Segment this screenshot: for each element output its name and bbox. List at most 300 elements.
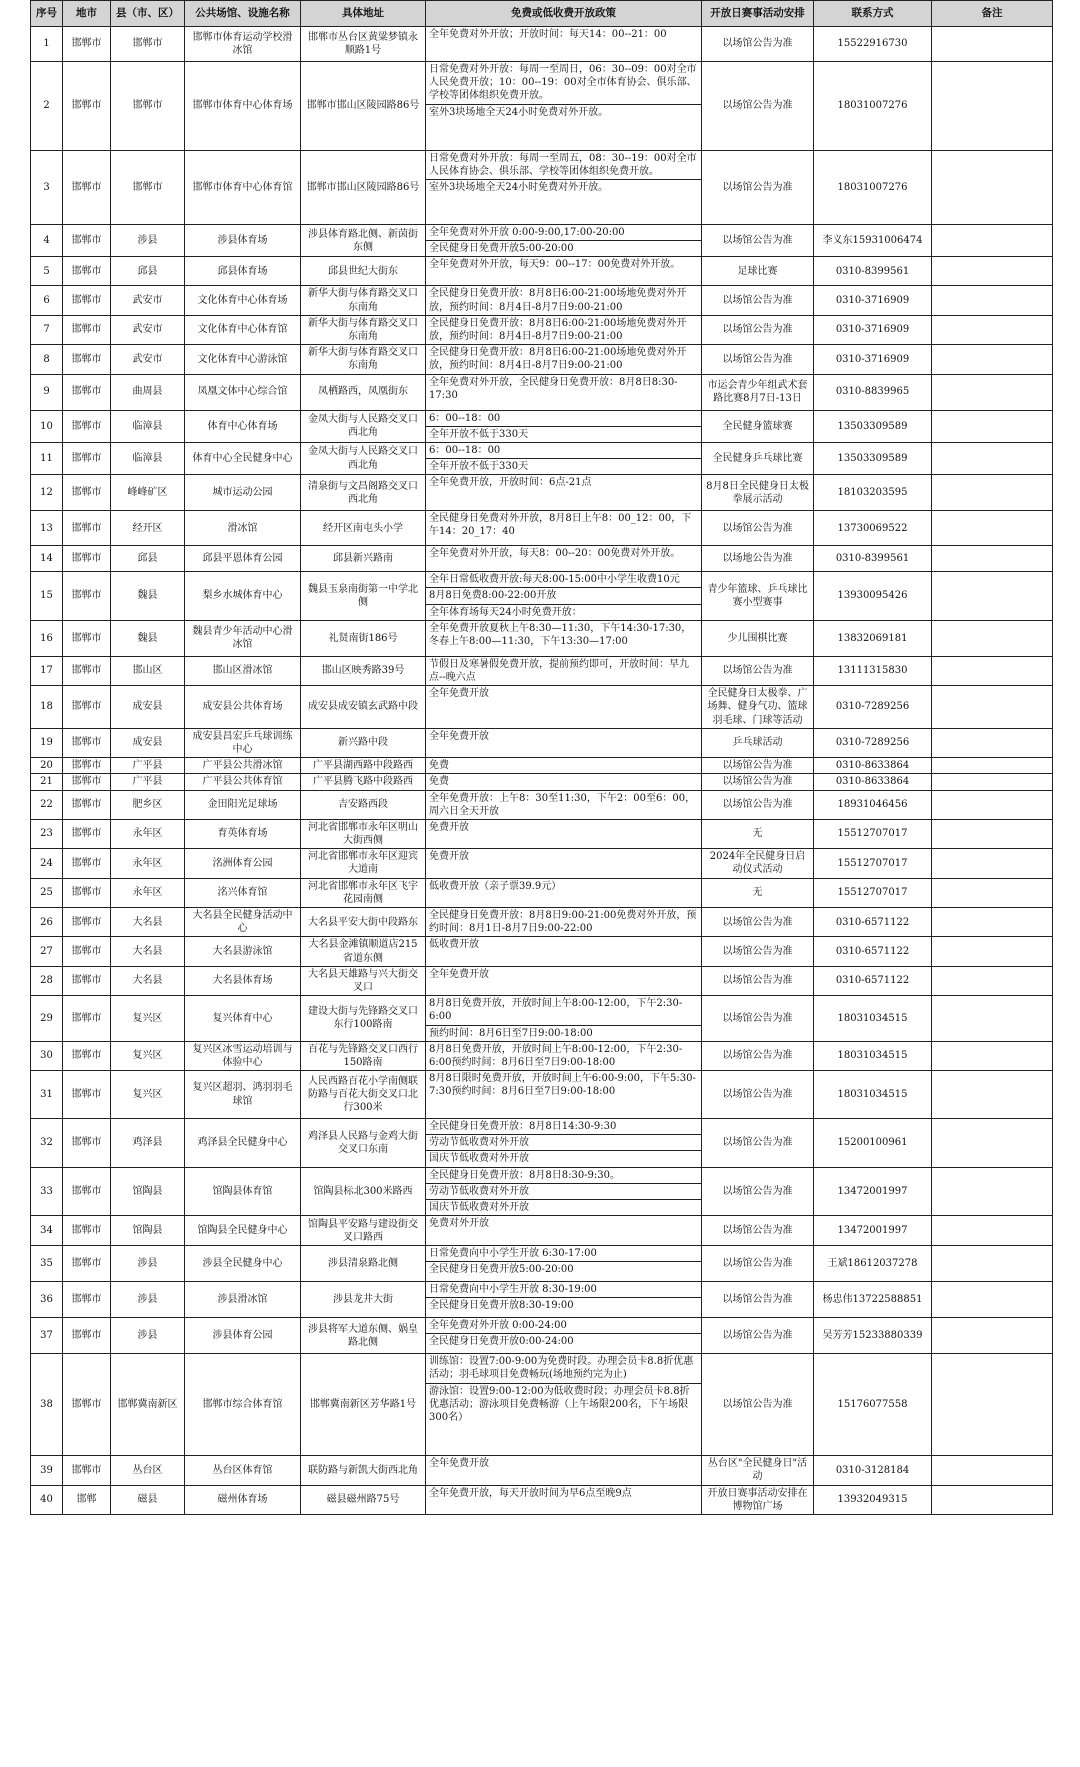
row-contact: 13932049315 (814, 1485, 932, 1514)
row-address: 河北省邯郸市永年区迎宾大道南 (301, 849, 426, 878)
row-address: 人民西路百花小学南侧联防路与百花大街交叉口北行300米 (301, 1071, 426, 1119)
row-remark (932, 790, 1053, 819)
row-venue: 复兴区超羽、鸿羽羽毛球馆 (185, 1071, 301, 1119)
row-events: 以场馆公告为准 (702, 996, 814, 1042)
row-no: 14 (31, 546, 63, 572)
row-no: 17 (31, 656, 63, 685)
row-city: 邯郸市 (63, 315, 111, 344)
row-address: 金凤大街与人民路交叉口西北角 (301, 442, 426, 474)
row-policy (426, 1041, 702, 1070)
row-remark (932, 908, 1053, 937)
row-county: 大名县 (111, 937, 185, 966)
row-address: 邯山区映秀路39号 (301, 656, 426, 685)
policy-line: 劳动节低收费对外开放 (426, 1184, 701, 1200)
row-county: 武安市 (111, 315, 185, 344)
policy-line: 全民健身日免费开放：8月8日8:30-9:30。 (426, 1168, 701, 1184)
table-row (31, 546, 1053, 572)
header-city: 地市 (63, 1, 111, 27)
table-row (31, 1071, 1053, 1119)
row-address: 磁县磁州路75号 (301, 1485, 426, 1514)
row-policy (426, 819, 702, 848)
row-county: 成安县 (111, 728, 185, 757)
row-events: 足球比赛 (702, 257, 814, 286)
row-contact: 13472001997 (814, 1216, 932, 1246)
row-policy (426, 878, 702, 907)
row-events: 乒乓球活动 (702, 728, 814, 757)
row-no: 27 (31, 937, 63, 966)
row-events: 全民健身日太极拳、广场舞、健身气功、篮球羽毛球、门球等活动 (702, 686, 814, 729)
table-row (31, 620, 1053, 656)
row-city: 邯郸市 (63, 774, 111, 790)
row-events: 以场馆公告为准 (702, 151, 814, 225)
row-policy (426, 442, 702, 474)
row-policy (426, 1456, 702, 1485)
row-address: 金凤大街与人民路交叉口西北角 (301, 410, 426, 442)
row-county: 经开区 (111, 511, 185, 546)
row-address: 邯郸市邯山区陵园路86号 (301, 151, 426, 225)
policy-line: 全年免费开放：上午8：30至11:30，下午2：00至6：00，周六日全天开放 (429, 792, 696, 817)
row-venue: 邱县平恩体育公园 (185, 546, 301, 572)
policy-line: 全民健身日免费开放：8月8日6:00-21:00场地免费对外开放，预约时间：8月4日-8月7日9:00-21:00 (429, 347, 687, 372)
row-city: 邯郸市 (63, 1282, 111, 1318)
row-events: 无 (702, 819, 814, 848)
row-events: 以场馆公告为准 (702, 511, 814, 546)
row-events: 以场馆公告为准 (702, 62, 814, 151)
policy-line: 低收费开放（亲子票39.9元） (429, 880, 562, 892)
row-county: 魏县 (111, 620, 185, 656)
row-venue: 广平县公共体育馆 (185, 774, 301, 790)
facilities-table (30, 0, 1053, 1515)
policy-line: 全年开放不低于330天 (429, 461, 529, 473)
policy-line: 免费开放 (429, 851, 469, 863)
row-events: 以场馆公告为准 (702, 225, 814, 257)
row-venue: 城市运动公园 (185, 475, 301, 511)
row-contact: 吴芳芳15233880339 (814, 1318, 932, 1354)
row-city: 邯郸市 (63, 345, 111, 374)
row-policy (426, 937, 702, 966)
policy-line: 全年免费开放，每天开放时间为早6点至晚9点 (429, 1487, 632, 1499)
row-policy (426, 511, 702, 546)
row-venue: 复兴区冰雪运动培训与体验中心 (185, 1041, 301, 1070)
row-policy (426, 315, 702, 344)
row-venue: 文化体育中心体育场 (185, 286, 301, 315)
table-row (31, 996, 1053, 1042)
row-no: 28 (31, 966, 63, 995)
row-city: 邯郸市 (63, 511, 111, 546)
table-row (31, 849, 1053, 878)
table-row (31, 758, 1053, 774)
row-policy (426, 62, 702, 151)
row-venue: 涉县体育场 (185, 225, 301, 257)
row-events: 以场馆公告为准 (702, 286, 814, 315)
row-county: 邯郸冀南新区 (111, 1354, 185, 1456)
row-no: 31 (31, 1071, 63, 1119)
row-county: 磁县 (111, 1485, 185, 1514)
row-policy (426, 1318, 702, 1354)
policy-line: 全年免费对外开放；开放时间：每天14：00--21：00 (429, 29, 667, 40)
row-contact: 15200100961 (814, 1119, 932, 1168)
facilities-table-sheet (30, 0, 1052, 1515)
row-county: 涉县 (111, 225, 185, 257)
row-venue: 成安县公共体育场 (185, 686, 301, 729)
row-address: 河北省邯郸市永年区飞宇花园南侧 (301, 878, 426, 907)
row-address: 吉安路西段 (301, 790, 426, 819)
policy-line: 全年免费对外开放 0:00-24:00 (426, 1318, 701, 1334)
row-remark (932, 374, 1053, 410)
row-city: 邯郸市 (63, 656, 111, 685)
row-contact: 王斌18612037278 (814, 1246, 932, 1282)
row-contact: 0310-7289256 (814, 686, 932, 729)
row-county: 大名县 (111, 966, 185, 995)
row-city: 邯郸市 (63, 374, 111, 410)
row-remark (932, 1354, 1053, 1456)
policy-line: 免费开放 (429, 821, 469, 833)
row-city: 邯郸市 (63, 1456, 111, 1485)
row-address: 大名县天雄路与兴大街交叉口 (301, 966, 426, 995)
table-row (31, 790, 1053, 819)
row-events: 以场馆公告为准 (702, 1354, 814, 1456)
policy-line: 全民健身日免费对外开放，8月8日上午8：00_12：00，下午14：20_17：40 (429, 513, 692, 538)
row-city: 邯郸市 (63, 937, 111, 966)
row-venue: 邯郸市体育中心体育馆 (185, 151, 301, 225)
row-no: 40 (31, 1485, 63, 1514)
row-address: 邯郸市丛台区黄粱梦镇永顺路1号 (301, 27, 426, 62)
row-contact: 李义东15931006474 (814, 225, 932, 257)
row-county: 魏县 (111, 572, 185, 621)
row-remark (932, 878, 1053, 907)
row-no: 10 (31, 410, 63, 442)
row-no: 24 (31, 849, 63, 878)
row-events: 以场馆公告为准 (702, 27, 814, 62)
row-contact: 杨忠伟13722588851 (814, 1282, 932, 1318)
row-county: 复兴区 (111, 1041, 185, 1070)
row-city: 邯郸市 (63, 878, 111, 907)
policy-line: 室外3块场地全天24小时免费对外开放。 (429, 182, 609, 194)
row-policy (426, 966, 702, 995)
policy-line: 免费 (429, 776, 449, 788)
row-venue: 鸡泽县全民健身中心 (185, 1119, 301, 1168)
row-policy (426, 728, 702, 757)
row-events: 以场馆公告为准 (702, 774, 814, 790)
row-city: 邯郸市 (63, 966, 111, 995)
row-address: 邯郸市邯山区陵园路86号 (301, 62, 426, 151)
row-events: 市运会青少年组武术套路比赛8月7日-13日 (702, 374, 814, 410)
header-address: 具体地址 (301, 1, 426, 27)
row-venue: 洺兴体育馆 (185, 878, 301, 907)
row-venue: 育英体育场 (185, 819, 301, 848)
row-no: 38 (31, 1354, 63, 1456)
row-remark (932, 774, 1053, 790)
row-policy (426, 774, 702, 790)
row-city: 邯郸市 (63, 849, 111, 878)
row-contact: 0310-3128184 (814, 1456, 932, 1485)
policy-line: 训练馆：设置7:00-9:00为免费时段。办理会员卡8.8折优惠活动；羽毛球项目免费畅玩(场地预约完为止) (426, 1354, 701, 1383)
policy-line: 8月8日免费8:00-22:00开放 (426, 588, 701, 604)
row-venue: 丛台区体育馆 (185, 1456, 301, 1485)
row-venue: 文化体育中心游泳馆 (185, 345, 301, 374)
row-county: 曲周县 (111, 374, 185, 410)
table-row (31, 1282, 1053, 1318)
table-row (31, 410, 1053, 442)
row-no: 5 (31, 257, 63, 286)
row-contact: 0310-3716909 (814, 286, 932, 315)
row-events: 8月8日全民健身日太极拳展示活动 (702, 475, 814, 511)
row-venue: 馆陶县全民健身中心 (185, 1216, 301, 1246)
row-no: 35 (31, 1246, 63, 1282)
table-row (31, 286, 1053, 315)
row-city: 邯郸市 (63, 1216, 111, 1246)
row-remark (932, 996, 1053, 1042)
row-city: 邯郸市 (63, 442, 111, 474)
row-no: 37 (31, 1318, 63, 1354)
row-policy (426, 908, 702, 937)
row-city: 邯郸市 (63, 1119, 111, 1168)
policy-line: 日常免费向中小学生开放 6:30-17:00 (426, 1246, 701, 1262)
row-venue: 广平县公共滑冰馆 (185, 758, 301, 774)
row-events: 青少年篮球、乒乓球比赛小型赛事 (702, 572, 814, 621)
row-no: 16 (31, 620, 63, 656)
row-contact: 0310-6571122 (814, 908, 932, 937)
policy-line: 游泳馆：设置9:00-12:00为低收费时段；办理会员卡8.8折优惠活动；游泳项目免费畅游（上午场限200名，下午场限300名） (429, 1385, 690, 1423)
row-remark (932, 758, 1053, 774)
row-venue: 体育中心体育场 (185, 410, 301, 442)
row-city: 邯郸市 (63, 758, 111, 774)
row-county: 邯山区 (111, 656, 185, 685)
policy-line: 日常免费向中小学生开放 8:30-19:00 (426, 1282, 701, 1298)
policy-line: 6：00--18：00 (426, 443, 701, 459)
row-remark (932, 1485, 1053, 1514)
row-county: 临漳县 (111, 410, 185, 442)
table-row (31, 1167, 1053, 1216)
row-city: 邯郸市 (63, 620, 111, 656)
policy-line: 全民健身日免费开放0:00-24:00 (429, 1336, 574, 1348)
row-events: 以场馆公告为准 (702, 1167, 814, 1216)
row-contact: 13111315830 (814, 656, 932, 685)
row-policy (426, 1354, 702, 1456)
row-remark (932, 151, 1053, 225)
row-contact: 18031007276 (814, 151, 932, 225)
table-row (31, 1485, 1053, 1514)
policy-line: 全年免费对外开放，全民健身日免费开放：8月8日8:30-17:30 (429, 376, 678, 401)
row-events: 开放日赛事活动安排在博物馆广场 (702, 1485, 814, 1514)
row-remark (932, 1119, 1053, 1168)
header-remark: 备注 (932, 1, 1053, 27)
row-no: 36 (31, 1282, 63, 1318)
table-row (31, 442, 1053, 474)
row-contact: 13503309589 (814, 410, 932, 442)
row-city: 邯郸市 (63, 819, 111, 848)
row-events: 全民健身乒乓球比赛 (702, 442, 814, 474)
row-venue: 邯郸市综合体育馆 (185, 1354, 301, 1456)
policy-line: 全民健身日免费开放5:00-20:00 (429, 1264, 574, 1276)
row-no: 8 (31, 345, 63, 374)
policy-line: 全年免费开放 (429, 1458, 489, 1470)
row-city: 邯郸市 (63, 62, 111, 151)
policy-line: 劳动节低收费对外开放 (426, 1135, 701, 1151)
row-no: 3 (31, 151, 63, 225)
row-no: 18 (31, 686, 63, 729)
row-city: 邯郸市 (63, 1318, 111, 1354)
row-venue: 滑冰馆 (185, 511, 301, 546)
row-remark (932, 1216, 1053, 1246)
table-row (31, 728, 1053, 757)
table-row (31, 1119, 1053, 1168)
row-contact: 0310-8399561 (814, 546, 932, 572)
row-county: 复兴区 (111, 1071, 185, 1119)
row-no: 1 (31, 27, 63, 62)
row-venue: 魏县青少年活动中心滑冰馆 (185, 620, 301, 656)
row-no: 15 (31, 572, 63, 621)
row-venue: 磁州体育场 (185, 1485, 301, 1514)
row-county: 丛台区 (111, 1456, 185, 1485)
row-remark (932, 546, 1053, 572)
row-policy (426, 1485, 702, 1514)
row-county: 邯郸市 (111, 151, 185, 225)
row-policy (426, 620, 702, 656)
policy-line: 全年免费开放 (429, 688, 489, 700)
row-events: 以场馆公告为准 (702, 966, 814, 995)
row-venue: 邱县体育场 (185, 257, 301, 286)
row-policy (426, 151, 702, 225)
policy-line: 全民健身日免费开放：8月8日14:30-9:30 (426, 1119, 701, 1135)
row-policy (426, 1119, 702, 1168)
row-city: 邯郸市 (63, 27, 111, 62)
row-no: 12 (31, 475, 63, 511)
row-remark (932, 1282, 1053, 1318)
row-no: 21 (31, 774, 63, 790)
row-city: 邯郸市 (63, 546, 111, 572)
row-county: 大名县 (111, 908, 185, 937)
table-row (31, 62, 1053, 151)
row-contact: 18103203595 (814, 475, 932, 511)
policy-line: 8月8日限时免费开放，开放时间上午6:00-9:00，下午5:30-7:30预约时间：8月6日至7日9:00-18:00 (429, 1073, 696, 1098)
row-venue: 复兴体育中心 (185, 996, 301, 1042)
row-events: 无 (702, 878, 814, 907)
row-no: 13 (31, 511, 63, 546)
row-policy (426, 410, 702, 442)
row-city: 邯郸市 (63, 728, 111, 757)
row-events: 以场馆公告为准 (702, 1216, 814, 1246)
row-contact: 18031034515 (814, 1041, 932, 1070)
row-county: 广平县 (111, 774, 185, 790)
row-contact: 18031034515 (814, 1071, 932, 1119)
row-city: 邯郸市 (63, 257, 111, 286)
row-county: 复兴区 (111, 996, 185, 1042)
row-events: 少儿围棋比赛 (702, 620, 814, 656)
policy-line: 全年免费开放夏秋上午8:30—11:30，下午14:30-17:30，冬春上午8:00—11:30，下午13:30—17:00 (429, 622, 692, 647)
table-row (31, 686, 1053, 729)
row-policy (426, 1282, 702, 1318)
row-no: 20 (31, 758, 63, 774)
row-venue: 馆陶县体育馆 (185, 1167, 301, 1216)
row-policy (426, 546, 702, 572)
row-venue: 大名县游泳馆 (185, 937, 301, 966)
row-venue: 邯郸市体育运动学校滑冰馆 (185, 27, 301, 62)
row-policy (426, 790, 702, 819)
row-remark (932, 225, 1053, 257)
row-venue: 邯山区滑冰馆 (185, 656, 301, 685)
table-row (31, 257, 1053, 286)
row-no: 33 (31, 1167, 63, 1216)
row-contact: 13730069522 (814, 511, 932, 546)
row-policy (426, 996, 702, 1042)
policy-line: 全年体育场每天24小时免费开放： (429, 606, 582, 618)
row-county: 邯郸市 (111, 27, 185, 62)
row-contact: 0310-7289256 (814, 728, 932, 757)
row-city: 邯郸市 (63, 151, 111, 225)
policy-line: 全年日常低收费开放:每天8:00-15:00中小学生收费10元 (426, 572, 701, 588)
row-contact: 18031034515 (814, 996, 932, 1042)
row-no: 9 (31, 374, 63, 410)
row-events: 以场地公告为准 (702, 546, 814, 572)
row-address: 经开区南屯头小学 (301, 511, 426, 546)
row-policy (426, 849, 702, 878)
header-venue: 公共场馆、设施名称 (185, 1, 301, 27)
row-contact: 13832069181 (814, 620, 932, 656)
row-county: 广平县 (111, 758, 185, 774)
row-no: 19 (31, 728, 63, 757)
table-row (31, 966, 1053, 995)
row-remark (932, 1318, 1053, 1354)
row-remark (932, 315, 1053, 344)
row-city: 邯郸市 (63, 1167, 111, 1216)
row-no: 22 (31, 790, 63, 819)
table-row (31, 572, 1053, 621)
policy-line: 8月8日免费开放，开放时间上午8:00-12:00，下午2:30-6:00 (426, 996, 701, 1025)
row-policy (426, 1216, 702, 1246)
row-county: 涉县 (111, 1318, 185, 1354)
row-address: 清泉街与文昌阁路交叉口西北角 (301, 475, 426, 511)
row-venue: 涉县全民健身中心 (185, 1246, 301, 1282)
row-no: 30 (31, 1041, 63, 1070)
row-remark (932, 475, 1053, 511)
row-remark (932, 819, 1053, 848)
table-row (31, 937, 1053, 966)
row-contact: 0310-3716909 (814, 315, 932, 344)
row-policy (426, 758, 702, 774)
row-address: 馆陶县标北300米路西 (301, 1167, 426, 1216)
policy-line: 全年免费开放，开放时间：6点-21点 (429, 477, 592, 489)
row-address: 建设大街与先锋路交叉口东行100路南 (301, 996, 426, 1042)
row-city: 邯郸市 (63, 1354, 111, 1456)
row-events: 全民健身篮球赛 (702, 410, 814, 442)
policy-line: 6：00--18：00 (426, 411, 701, 427)
policy-line: 预约时间：8月6日至7日9:00-18:00 (429, 1027, 593, 1039)
row-policy (426, 572, 702, 621)
row-address: 涉县体育路北侧、新茵街东侧 (301, 225, 426, 257)
row-contact: 18931046456 (814, 790, 932, 819)
policy-line: 全年免费开放 (429, 730, 489, 742)
header-no: 序号 (31, 1, 63, 27)
row-address: 大名县平安大街中段路东 (301, 908, 426, 937)
row-events: 以场馆公告为准 (702, 790, 814, 819)
table-row (31, 656, 1053, 685)
table-row (31, 374, 1053, 410)
row-address: 新华大街与体育路交叉口东南角 (301, 345, 426, 374)
table-row (31, 1354, 1053, 1456)
row-contact: 0310-8399561 (814, 257, 932, 286)
row-remark (932, 728, 1053, 757)
row-remark (932, 966, 1053, 995)
row-remark (932, 345, 1053, 374)
row-remark (932, 937, 1053, 966)
row-policy (426, 345, 702, 374)
policy-line: 全民健身日免费开放5:00-20:00 (429, 243, 574, 255)
row-county: 涉县 (111, 1282, 185, 1318)
row-venue: 邯郸市体育中心体育场 (185, 62, 301, 151)
row-events: 以场馆公告为准 (702, 1119, 814, 1168)
row-remark (932, 572, 1053, 621)
